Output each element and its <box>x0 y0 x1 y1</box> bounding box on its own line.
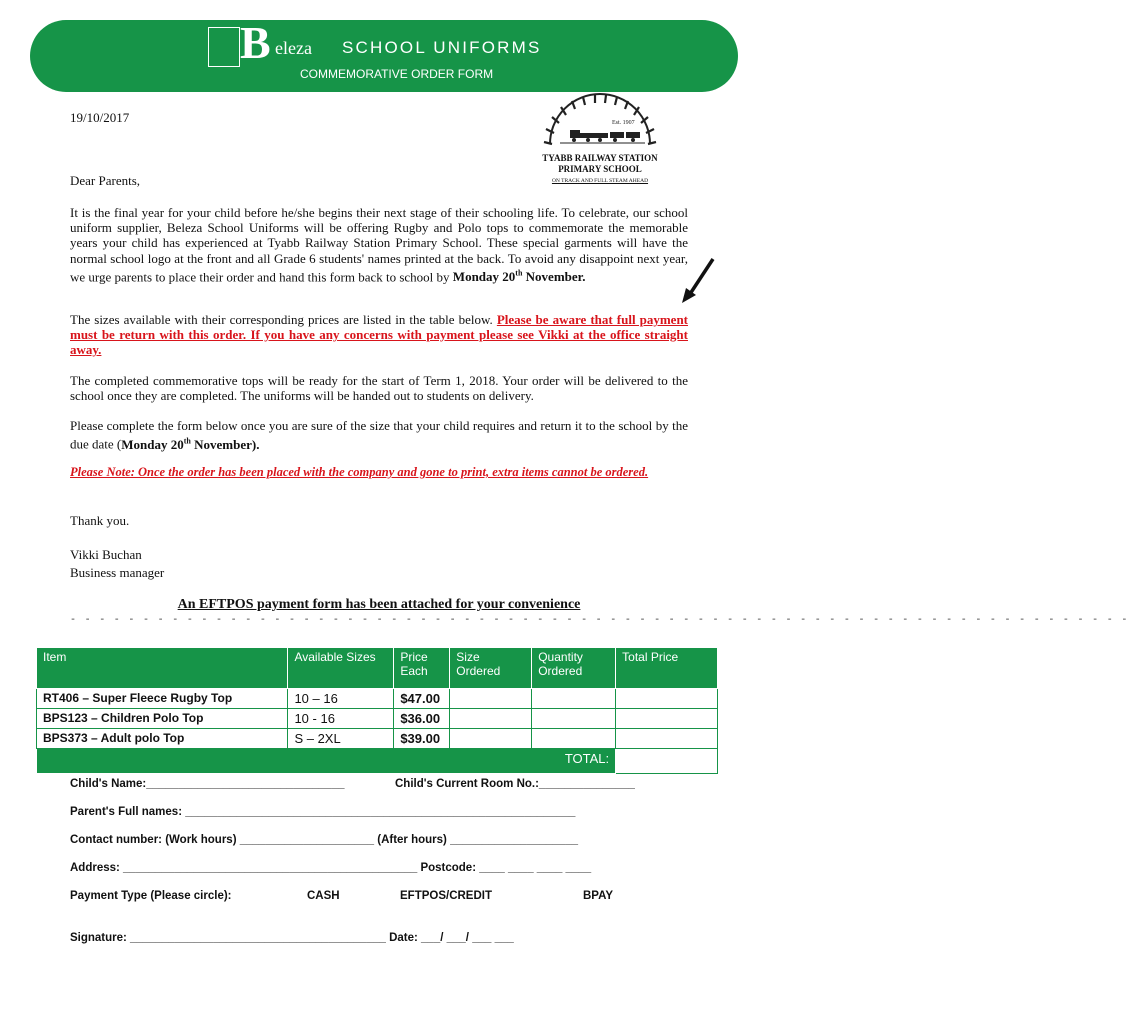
column-header: Item <box>37 648 288 689</box>
signature-field[interactable]: Signature: ________________________________________ Date: ___/ ___/ ___ ___ <box>70 932 514 944</box>
column-header: Quantity Ordered <box>532 648 616 689</box>
letter-paragraph-4: Please complete the form below once you are sure of the size that your child requires and return it to the school by the due date (Monday 20th November). <box>70 418 688 452</box>
school-name-line2: PRIMARY SCHOOL <box>558 164 642 174</box>
parent-names-field[interactable]: Parent's Full names: _____________________________________________________________ <box>70 806 576 818</box>
order-table <box>36 647 718 774</box>
table-header-row <box>37 648 718 689</box>
brand-logo-text: eleza <box>275 38 312 58</box>
payment-option-cash[interactable]: CASH <box>307 890 340 902</box>
school-motto: ON TRACK AND FULL STEAM AHEAD <box>551 178 649 184</box>
column-header: Available Sizes <box>288 648 394 689</box>
letter-greeting: Dear Parents, <box>70 173 141 188</box>
logo-frame <box>208 27 240 67</box>
item-price: $47.00 <box>394 689 450 709</box>
item-name: BPS373 – Adult polo Top <box>37 729 288 749</box>
letter-thanks: Thank you. <box>70 513 130 528</box>
quantity-ordered-cell[interactable] <box>532 689 616 709</box>
room-number-field[interactable]: Child's Current Room No.:_______________ <box>395 778 635 790</box>
column-header: Size Ordered <box>450 648 532 689</box>
total-price-cell[interactable] <box>616 729 718 749</box>
child-name-field[interactable]: Child's Name:_______________________________ <box>70 778 345 790</box>
eftpos-note: An EFTPOS payment form has been attached for your convenience <box>177 597 581 612</box>
table-row <box>37 709 718 729</box>
total-price-cell[interactable] <box>616 689 718 709</box>
quantity-ordered-cell[interactable] <box>532 709 616 729</box>
payment-type-label: Payment Type (Please circle): <box>70 890 232 902</box>
size-ordered-cell[interactable] <box>450 689 532 709</box>
item-sizes: 10 – 16 <box>288 689 394 709</box>
school-established: Est. 1907 <box>612 120 635 126</box>
letter-paragraph-2: The sizes available with their corresponding prices are listed in the table below. Please be aware that full payment must be return with this order. If you have any concerns with payment please see Vikki at the office straight away. <box>70 312 689 358</box>
total-price-cell[interactable] <box>616 709 718 729</box>
payment-option-eftpos[interactable]: EFTPOS/CREDIT <box>400 890 493 902</box>
grand-total-cell[interactable] <box>616 749 718 774</box>
school-name: TYABB RAILWAY STATION <box>542 153 658 163</box>
contact-number-field[interactable]: Contact number: (Work hours) _____________________ (After hours) ____________________ <box>70 834 578 846</box>
letter-paragraph-3: The completed commemorative tops will be ready for the start of Term 1, 2018. Your order will be delivered to the school once they are completed. The uniforms will be handed out to students on delivery. <box>70 373 688 404</box>
quantity-ordered-cell[interactable] <box>532 729 616 749</box>
table-row <box>37 729 718 749</box>
item-sizes: 10 - 16 <box>288 709 394 729</box>
cut-line: - - - - - - - - - - - - - - - - - - - - - - - - - - - - - - - - - - - - - - - - - - - - - - - - - - - - - - - - - - - - - - - - - - - - - - - - - <box>70 615 1129 626</box>
item-price: $39.00 <box>394 729 450 749</box>
order-note: Please Note: Once the order has been placed with the company and gone to print, extra items cannot be ordered. <box>70 465 649 479</box>
column-header: Price Each <box>394 648 450 689</box>
address-field[interactable]: Address: ______________________________________________ Postcode: ____ ____ ____ ____ <box>70 862 592 874</box>
letter-date: 19/10/2017 <box>70 110 130 125</box>
letter-paragraph-1: It is the final year for your child before he/she begins their next stage of their schooling life. To celebrate, our school uniform supplier, Beleza School Uniforms will be offering Rugby and Polo tops to commemorate the memorable years your child has experienced at Tyabb Railway Station Primary School. These special garments will have the normal school logo at the front and all Grade 6 students' names printed at the back. To avoid any disappoint next year, we urge parents to place their order and hand this form back to school by Monday 20th November. <box>70 205 688 285</box>
item-name: RT406 – Super Fleece Rugby Top <box>37 689 288 709</box>
form-title: COMMEMORATIVE ORDER FORM <box>300 67 494 81</box>
total-row <box>37 749 718 774</box>
brand-name: SCHOOL UNIFORMS <box>342 38 542 57</box>
size-ordered-cell[interactable] <box>450 709 532 729</box>
payment-option-bpay[interactable]: BPAY <box>583 890 614 902</box>
item-sizes: S – 2XL <box>288 729 394 749</box>
payment-warning: Please be aware that full payment must be return with this order. If you have any concerns with payment please see Vikki at the office straight away. <box>70 312 689 358</box>
item-name: BPS123 – Children Polo Top <box>37 709 288 729</box>
item-price: $36.00 <box>394 709 450 729</box>
size-ordered-cell[interactable] <box>450 729 532 749</box>
total-label: TOTAL: <box>37 749 616 774</box>
signoff-name: Vikki Buchan <box>70 547 142 562</box>
table-row <box>37 689 718 709</box>
signoff-role: Business manager <box>70 565 165 580</box>
column-header: Total Price <box>616 648 718 689</box>
brand-logo-letter: B <box>240 17 271 68</box>
